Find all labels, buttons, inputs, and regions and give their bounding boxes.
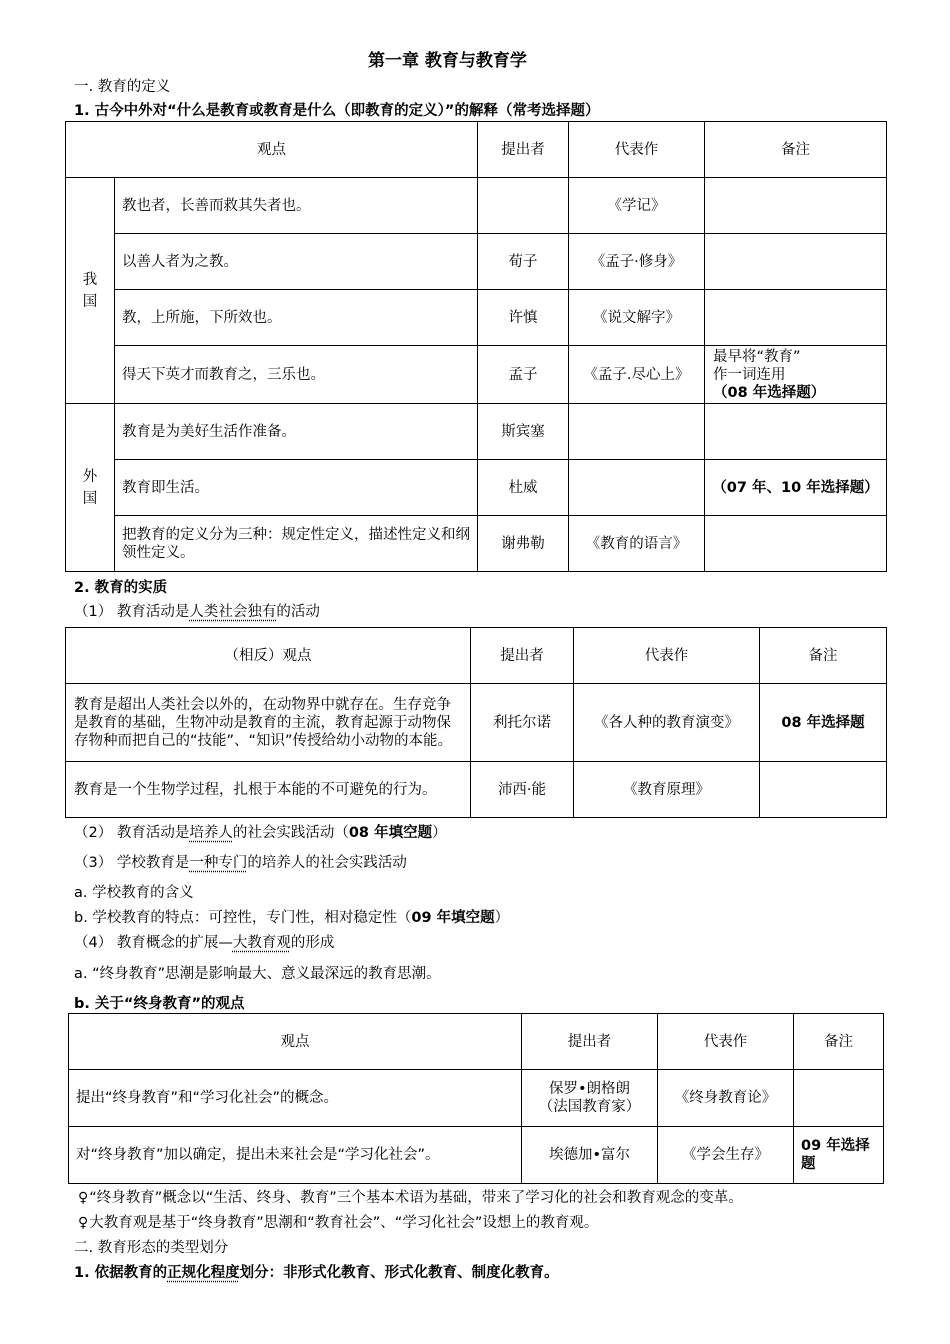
text: （3） 学校教育是 xyxy=(74,855,190,871)
cell-author: 沛西·能 xyxy=(471,762,574,818)
note-big-education xyxy=(78,1211,598,1232)
header-note: 备注 xyxy=(705,122,887,178)
item-a-lifelong: a. “终身教育”思潮是影响最大、意义最深远的教育思潮。 xyxy=(74,966,441,982)
cell-work: 《学记》 xyxy=(569,178,705,234)
table-row xyxy=(66,234,887,290)
opposite-views-table xyxy=(65,627,887,818)
subitem-1 xyxy=(74,600,320,621)
header-work: 代表作 xyxy=(569,122,705,178)
page-title: 第一章 教育与教育学 xyxy=(368,51,527,71)
cell-author: 谢弗勒 xyxy=(478,516,569,572)
header-view: 观点 xyxy=(69,1014,522,1070)
bulb-icon: ♀ xyxy=(78,1190,89,1206)
cell-author: 斯宾塞 xyxy=(478,404,569,460)
cell-note xyxy=(760,762,887,818)
text: b. 学校教育的特点：可控性，专门性，相对稳定性（ xyxy=(74,910,412,926)
section-heading-definition: 一. 教育的定义 xyxy=(74,79,171,95)
cell-view: 教育即生活。 xyxy=(115,460,478,516)
cell-view: 教育是一个生物学过程，扎根于本能的不可避免的行为。 xyxy=(66,762,471,818)
note-line: 作一词连用 xyxy=(713,366,786,383)
cell-note xyxy=(705,516,887,572)
cell-note: 09 年选择题 xyxy=(794,1127,884,1184)
group-foreign: 外国 xyxy=(66,404,115,572)
text: 的社会实践活动（ xyxy=(232,825,349,841)
exam-tag: 08 年填空题 xyxy=(348,825,433,841)
cell-note xyxy=(705,234,887,290)
cell-work: 《各人种的教育演变》 xyxy=(574,684,760,762)
header-author: 提出者 xyxy=(478,122,569,178)
cell-work: 《教育的语言》 xyxy=(569,516,705,572)
cell-author xyxy=(478,178,569,234)
item-essence: 2. 教育的实质 xyxy=(74,580,168,596)
definition-table xyxy=(65,121,887,572)
subitem-2 xyxy=(74,821,447,842)
table-row xyxy=(66,460,887,516)
cell-view: 对“终身教育”加以确定，提出未来社会是“学习化社会”。 xyxy=(69,1127,522,1184)
cell-work xyxy=(569,404,705,460)
lifelong-education-table xyxy=(68,1013,884,1184)
text: 的活动 xyxy=(276,604,320,620)
cell-note: 08 年选择题 xyxy=(760,684,887,762)
text: 大教育观是基于“终身教育”思潮和“教育社会”、“学习化社会”设想上的教育观。 xyxy=(89,1215,599,1231)
table-row xyxy=(66,404,887,460)
item-definition-explanations: 1. 古今中外对“什么是教育或教育是什么（即教育的定义）”的解释（常考选择题） xyxy=(74,103,600,119)
text: 的形成 xyxy=(290,935,335,951)
table-header-row xyxy=(69,1014,884,1070)
cell-author: 孟子 xyxy=(478,346,569,404)
table-row xyxy=(69,1070,884,1127)
cell-view: 把教育的定义分为三种：规定性定义，描述性定义和纲领性定义。 xyxy=(115,516,478,572)
cell-view: 教，上所施，下所效也。 xyxy=(115,290,478,346)
table-row xyxy=(66,762,887,818)
cell-work: 《说文解字》 xyxy=(569,290,705,346)
header-view: （相反）观点 xyxy=(66,628,471,684)
header-note: 备注 xyxy=(760,628,887,684)
exam-tag: 09 年填空题 xyxy=(411,910,495,926)
table-row xyxy=(66,290,887,346)
subitem-4 xyxy=(74,931,334,952)
header-work: 代表作 xyxy=(574,628,760,684)
cell-note xyxy=(705,290,887,346)
cell-view: 教育是为美好生活作准备。 xyxy=(115,404,478,460)
note-line: （08 年选择题） xyxy=(713,384,826,401)
text: 划分：非形式化教育、形式化教育、制度化教育。 xyxy=(239,1265,559,1281)
table-header-row xyxy=(66,628,887,684)
cell-author: 利托尔诺 xyxy=(471,684,574,762)
item-b-school-features xyxy=(74,906,509,927)
header-work: 代表作 xyxy=(658,1014,794,1070)
cell-work xyxy=(569,460,705,516)
item-b-lifelong-views: b. 关于“终身教育”的观点 xyxy=(74,996,245,1012)
header-note: 备注 xyxy=(794,1014,884,1070)
table-row xyxy=(66,516,887,572)
table-row xyxy=(66,346,887,404)
group-china: 我国 xyxy=(66,178,115,404)
text: （4） 教育概念的扩展— xyxy=(74,935,233,951)
emphasis: 培养人 xyxy=(189,825,233,841)
cell-work: 《孟子·修身》 xyxy=(569,234,705,290)
cell-author xyxy=(522,1070,658,1127)
cell-note xyxy=(705,346,887,404)
cell-note: （07 年、10 年选择题） xyxy=(705,460,887,516)
table-row xyxy=(66,684,887,762)
item-a-school-meaning: a. 学校教育的含义 xyxy=(74,885,194,901)
emphasis: 人类社会独有 xyxy=(189,604,277,620)
item-formalization xyxy=(74,1261,559,1282)
cell-note xyxy=(794,1070,884,1127)
subitem-3 xyxy=(74,851,407,872)
table-header-row xyxy=(66,122,887,178)
text: （2） 教育活动是 xyxy=(74,825,190,841)
text: 的培养人的社会实践活动 xyxy=(247,855,407,871)
note-lifelong-concept xyxy=(78,1186,743,1207)
cell-author: 杜威 xyxy=(478,460,569,516)
cell-note xyxy=(705,178,887,234)
text: 1. 依据教育的 xyxy=(74,1265,168,1281)
cell-work: 《孟子.尽心上》 xyxy=(569,346,705,404)
cell-view: 教也者，长善而救其失者也。 xyxy=(115,178,478,234)
table-row xyxy=(66,178,887,234)
header-author: 提出者 xyxy=(471,628,574,684)
bulb-icon: ♀ xyxy=(78,1215,89,1231)
cell-author: 许慎 xyxy=(478,290,569,346)
section-heading-forms: 二. 教育形态的类型划分 xyxy=(74,1240,229,1256)
cell-work: 《终身教育论》 xyxy=(658,1070,794,1127)
text: （1） 教育活动是 xyxy=(74,604,190,620)
cell-view: 提出“终身教育”和“学习化社会”的概念。 xyxy=(69,1070,522,1127)
note-line: 最早将“教育” xyxy=(713,348,801,365)
emphasis: 大教育观 xyxy=(232,935,291,951)
emphasis: 正规化程度 xyxy=(167,1265,240,1281)
cell-view: 得天下英才而教育之，三乐也。 xyxy=(115,346,478,404)
text: ） xyxy=(494,910,510,926)
table-row xyxy=(69,1127,884,1184)
text: ） xyxy=(432,825,447,841)
cell-view: 教育是超出人类社会以外的，在动物界中就存在。生存竞争是教育的基础，生物冲动是教育的主流，教育起源于动物保存物种而把自己的“技能”、“知识”传授给幼小动物的本能。 xyxy=(66,684,471,762)
cell-view: 以善人者为之教。 xyxy=(115,234,478,290)
author-line: （法国教育家） xyxy=(538,1099,641,1115)
text: “终身教育”概念以“生活、终身、教育”三个基本术语为基础，带来了学习化的社会和教育观念的变革。 xyxy=(89,1190,743,1206)
cell-work: 《学会生存》 xyxy=(658,1127,794,1184)
cell-work: 《教育原理》 xyxy=(574,762,760,818)
cell-author: 埃德加•富尔 xyxy=(522,1127,658,1184)
cell-author: 荀子 xyxy=(478,234,569,290)
cell-note xyxy=(705,404,887,460)
header-view: 观点 xyxy=(66,122,478,178)
header-author: 提出者 xyxy=(522,1014,658,1070)
author-line: 保罗•朗格朗 xyxy=(548,1081,631,1097)
emphasis: 一种专门 xyxy=(189,855,248,871)
